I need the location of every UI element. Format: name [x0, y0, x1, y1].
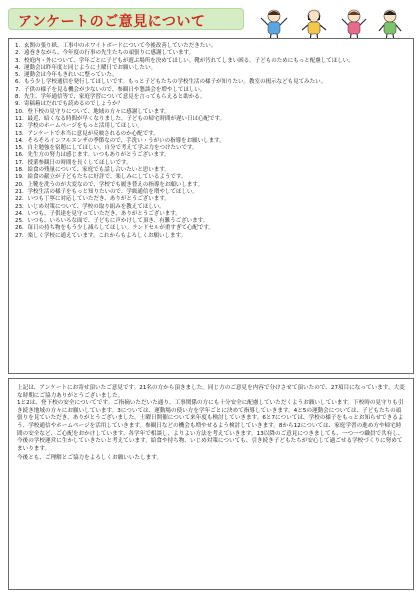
list-item: 4．運動会は昨年度と同じように土曜日でお願いしたい。 [15, 64, 157, 71]
list-item: 3．校庭内・外について、学年ごとに子どもが遊ぶ場所を決めてほしい。靴が汚れてしまい困る。子どものためにもっと配慮してほしい。 [15, 57, 354, 64]
school-response-box [8, 378, 414, 590]
list-item: 24．いつも、子供達を見守っていただき、ありがとうございます。 [15, 210, 181, 217]
child-figure-2 [302, 10, 326, 41]
list-item: 8．先生、学年通信等で、家庭学習について意見を言ってもらえると助かる。 [15, 94, 206, 101]
list-item: 16．先生方の努力は感じます。いつもありがとうございます。 [15, 152, 170, 159]
list-item: 26．毎日の持ち物をもう少し減らしてほしい。ランドセルが重すぎて心配です。 [15, 225, 214, 232]
title-banner [8, 8, 244, 30]
list-item: 7．子供の様子を見る機会が少ないので、参観日や懇談会を増やしてほしい。 [15, 86, 206, 93]
child-figure-3 [342, 10, 366, 41]
response-intro: 上記は、アンケートにお寄せ頂いたご意見です。21名の方から頂きました。同じ方のご意見を内容で分けさせて頂いたので、27項目になっています。大変な時期にご協力ありがとうございました。 [17, 385, 405, 399]
list-item: 23．いじめ対策について、学校の取り組みを教えてほしい。 [15, 203, 165, 210]
list-item: 5．運動会は今年もきれいに整っていた。 [15, 72, 118, 79]
list-item: 19．給食の献立が子どもたちに好評で、楽しみにしているようです。 [15, 174, 187, 181]
list-item: 21．学校生活の様子をもっと知りたいので、学級通信を増やしてほしい。 [15, 188, 198, 195]
list-item: 11．最近、暗くなる時間が早くなりました。子どもの帰宅時間が遅い日は心配です。 [15, 115, 226, 122]
opinions-list-box [8, 38, 414, 374]
children-illustration [254, 6, 404, 42]
list-item: 17．授業参観日の時間を長くしてほしいです。 [15, 159, 132, 166]
list-item: 12．学校のホームページをもっと活用してほしい。 [15, 123, 143, 130]
list-item: 1．玄関の張り紙、工事中のホワイトボードについて今後改善していただきたい。 [15, 43, 217, 49]
list-item: 14．そろそろインフルエンザの季節なので、手洗い・うがいの指導をお願いします。 [15, 137, 225, 144]
child-figure-1 [261, 10, 287, 41]
list-item: 9．寄稿箱はだれでも読めるのでしょうか？ [15, 101, 124, 108]
page-title: アンケートのご意見について [18, 14, 206, 30]
response-closing: 今後とも、ご理解とご協力をよろしくお願いいたします。 [17, 455, 162, 462]
header [8, 6, 412, 42]
list-item: 6．もう少し学校通信を発行してほしいです。もっと子どもたちの学校生活の様子が知りたい。教室の掲示なども見てみたい。 [15, 79, 327, 86]
response-body: 1と2は、登下校の安全についてです。ご指摘いただいた通り、工事関係の方にも十分安全に配慮していただくようお願いしています。下校時の見守りも引き続き地域の方々にお願いしています。3については、運動場の使い方を学年ごとに決めて指導していきます。4と5の運動会については、子どもたちの頑張りを見ていただき、ありがとうございました。土曜日開催について来年度も検討していきます。6と7については、学校の様子をもっとお知らせできるよう、学校通信やホームページを活用していきます。参観日などの機会も増やせるよう検討していきます。8から12については、家庭学習の進め方や帰宅時間の安全など、ご心配をおかけしています。各学年で相談し、よりよい方法を考えていきます。13以降のご意見につきましても、一つ一つ職員で共有し、今後の学校運営に生かしていきたいと考えています。給食や持ち物、いじめ対策についても、引き続き子どもたちが安心して過ごせる学校づくりに努めてまいります。 [17, 400, 404, 452]
list-item: 20．上靴を洗うのが大変なので、学校でも履き替えの指導をお願いします。 [15, 181, 203, 188]
child-figure-4 [379, 10, 401, 41]
list-item: 13．アンケートで本当に意見が反映されるのか心配です。 [15, 130, 159, 137]
list-item: 18．給食の残量について、家庭でも話し合いたいと思います。 [15, 167, 170, 174]
list-item: 2．遠巻きながら、今年度の行事の先生たちの頑張りに感謝しています。 [15, 50, 195, 57]
list-item: 10．登下校の見守りについて、地域の方々に感謝しています。 [15, 108, 170, 115]
opinions-list [9, 39, 413, 240]
list-item: 15．自主勉強を宿題にしてほしい。自分で考えて学ぶ力をつけたいです。 [15, 145, 198, 152]
list-item: 25．いつも、いろいろな面で、子どもに声かけして頂き、有難うございます。 [15, 218, 209, 225]
list-item: 27．楽しく学校に通えています。これからもよろしくお願いします。 [15, 232, 187, 239]
list-item: 22．いつも丁寧に対応していただき、ありがとうございます。 [15, 196, 170, 203]
